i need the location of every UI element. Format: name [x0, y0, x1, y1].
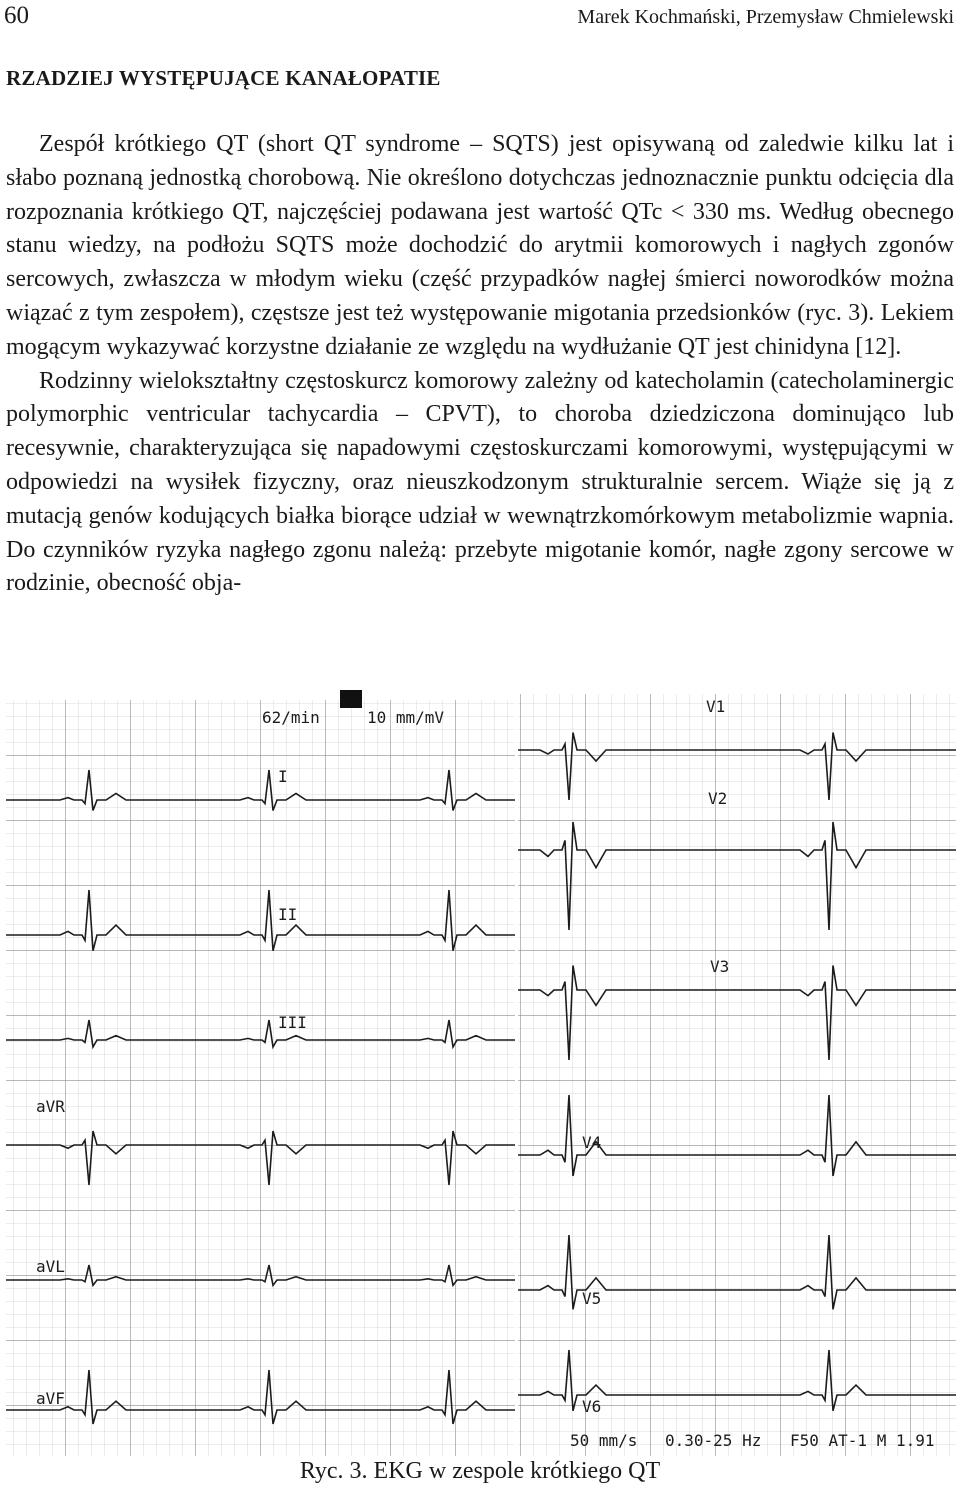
ecg-rate-label: 62/min [262, 708, 320, 727]
body-text [6, 128, 954, 601]
lead-label-I: I [278, 767, 288, 786]
lead-label-II: II [278, 905, 298, 924]
lead-label-V3: V3 [710, 957, 730, 976]
running-header-authors: Marek Kochmański, Przemysław Chmielewski [577, 6, 954, 28]
ecg-speed-label: 50 mm/s [570, 1431, 638, 1450]
section-title: RZADZIEJ WYSTĘPUJĄCE KANAŁOPATIE [6, 66, 441, 90]
lead-label-III: III [278, 1013, 307, 1032]
lead-label-V4: V4 [582, 1133, 602, 1152]
lead-label-aVR: aVR [36, 1097, 65, 1116]
lead-label-aVL: aVL [36, 1257, 65, 1276]
ecg-figure-image [0, 690, 960, 1462]
lead-label-V2: V2 [708, 789, 728, 808]
ecg-figure [0, 690, 960, 1462]
ecg-grid-left [6, 700, 516, 1456]
lead-label-V6: V6 [582, 1397, 602, 1416]
ecg-grid-right [518, 694, 956, 1456]
lead-label-aVF: aVF [36, 1389, 65, 1408]
paragraph-sqts: Zespół krótkiego QT (short QT syndrome – SQTS) jest opisywaną od zaledwie kilku lat i słabo poznaną jednostką chorobową. Nie określono dotychczas jednoznacznie punktu odcięcia dla rozpoznania krótkiego QT, najczęściej podawana jest wartość QTc < 330 ms. Według obecnego stanu wiedzy, na podłożu SQTS może dochodzić do arytmii komorowych i nagłych zgonów sercowych, zwłaszcza w młodym wieku (część przypadków nagłej śmierci noworodków można wiązać z tym zespołem), częstsze jest też występowanie migotania przedsionków (ryc. 3). Lekiem mogącym wykazywać korzystne działanie ze względu na wydłużanie QT jest chinidyna [12]. [6, 131, 954, 360]
ecg-gain-label: 10 mm/mV [367, 708, 445, 727]
lead-label-V5: V5 [582, 1289, 602, 1308]
ecg-divider [515, 690, 518, 1462]
paragraph-cpvt: Rodzinny wielokształtny częstoskurcz komorowy zależny od katecholamin (catecholaminergic polymorphic ventricular tachycardia – CPVT), to choroba dziedziczona dominująco lub recesywnie, charakteryzująca się napadowymi częstoskurczami komorowymi, występującymi w odpowiedzi na wysiłek fizyczny, oraz nieuszkodzonym strukturalnie sercem. Wiąże się ją z mutacją genów kodujących białka biorące udział w wewnątrzkomórkowym metabolizmie wapnia. Do czynników ryzyka nagłego zgonu należą: przebyte migotanie komór, nagłe zgony sercowe w rodzinie, obecność obja- [6, 367, 954, 597]
ecg-device-label: F50 AT-1 M 1.91 [790, 1431, 935, 1450]
ecg-filter-label: 0.30-25 Hz [665, 1431, 762, 1450]
page-number: 60 [4, 2, 29, 29]
ecg-calibration-marker [340, 690, 362, 708]
figure-caption: Ryc. 3. EKG w zespole krótkiego QT [299, 1458, 661, 1484]
lead-label-V1: V1 [706, 697, 726, 716]
